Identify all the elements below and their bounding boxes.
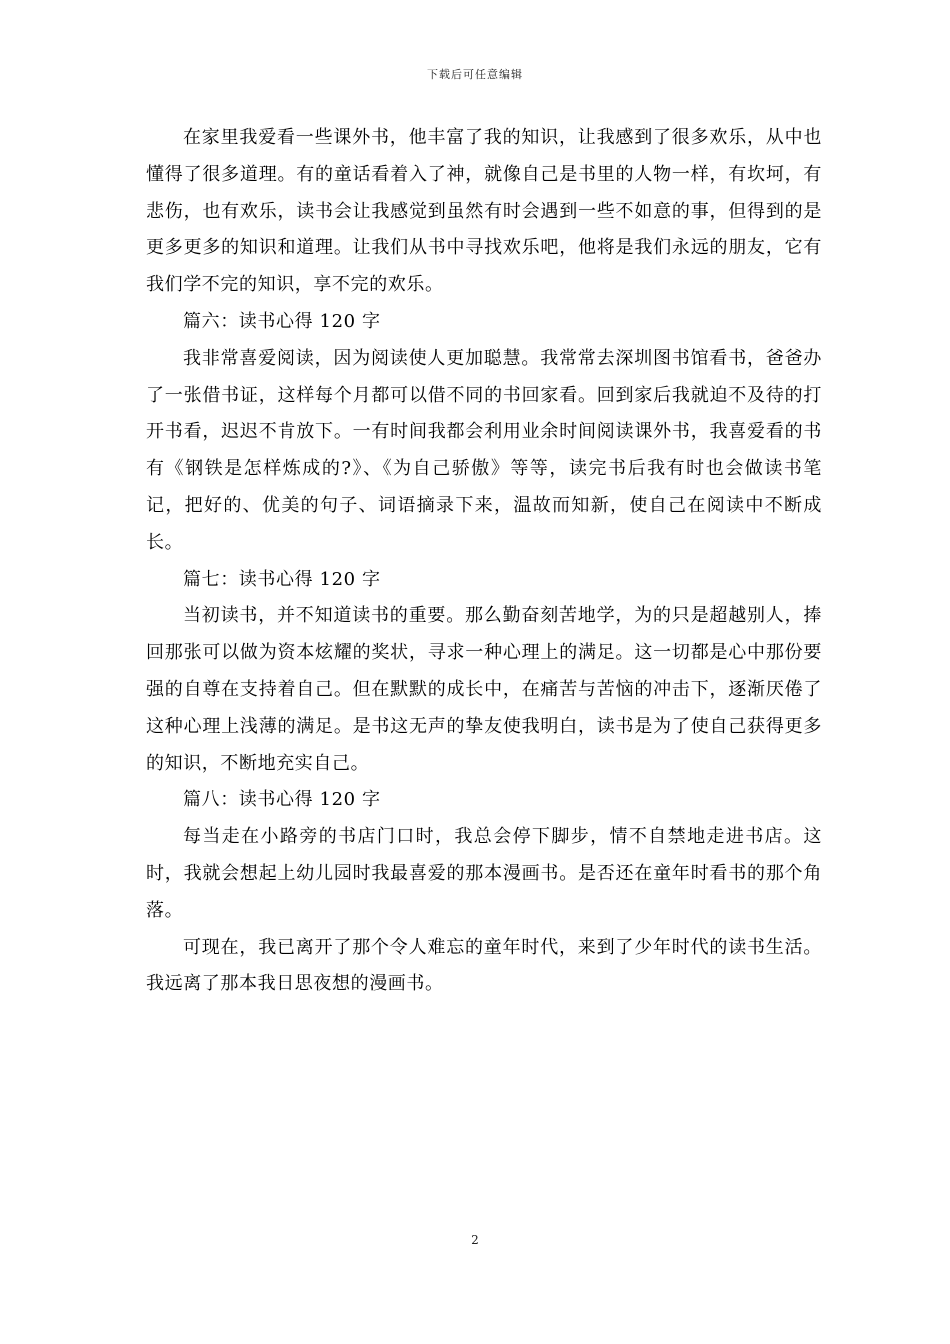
paragraph-bookstore: 每当走在小路旁的书店门口时，我总会停下脚步，情不自禁地走进书店。这时，我就会想起上幼儿园时我最喜爱的那本漫画书。是否还在童年时看书的那个角落。 <box>146 826 822 921</box>
paragraph-family-reading: 在家里我爱看一些课外书，他丰富了我的知识，让我感到了很多欢乐，从中也懂得了很多道理。有的童话看着入了神，就像自己是书里的人物一样，有坎坷，有悲伤，也有欢乐，读书会让我感觉到虽然有时会遇到一些不如意的事，但得到的是更多更多的知识和道理。让我们从书中寻找欢乐吧，他将是我们永远的朋友，它有我们学不完的知识，享不完的欢乐。 <box>146 127 822 296</box>
page-header-note: 下载后可任意编辑 <box>427 68 523 81</box>
section-heading-part-eight: 篇八：读书心得 120 字 <box>183 789 381 811</box>
page-number: 2 <box>471 1233 479 1247</box>
section-heading-part-six: 篇六：读书心得 120 字 <box>183 310 381 332</box>
paragraph-why-read: 当初读书，并不知道读书的重要。那么勤奋刻苦地学，为的只是超越别人，捧回那张可以做为资本炫耀的奖状，寻求一种心理上的满足。这一切都是心中那份要强的自尊在支持着自己。但在默默的成长中，在痛苦与苦恼的冲击下，逐渐厌倦了这种心理上浅薄的满足。是书这无声的挚友使我明白，读书是为了使自己获得更多的知识，不断地充实自己。 <box>146 605 822 774</box>
section-heading-part-seven: 篇七：读书心得 120 字 <box>183 568 381 590</box>
paragraph-childhood: 可现在，我已离开了那个令人难忘的童年时代，来到了少年时代的读书生活。我远离了那本我日思夜想的漫画书。 <box>146 936 822 995</box>
paragraph-library-reading: 我非常喜爱阅读，因为阅读使人更加聪慧。我常常去深圳图书馆看书，爸爸办了一张借书证，这样每个月都可以借不同的书回家看。回到家后我就迫不及待的打开书看，迟迟不肯放下。一有时间我都会利用业余时间阅读课外书，我喜爱看的书有《钢铁是怎样炼成的?》、《为自己骄傲》等等，读完书后我有时也会做读书笔记，把好的、优美的句子、词语摘录下来，温故而知新，使自己在阅读中不断成长。 <box>146 347 822 553</box>
document-body <box>146 120 822 1003</box>
